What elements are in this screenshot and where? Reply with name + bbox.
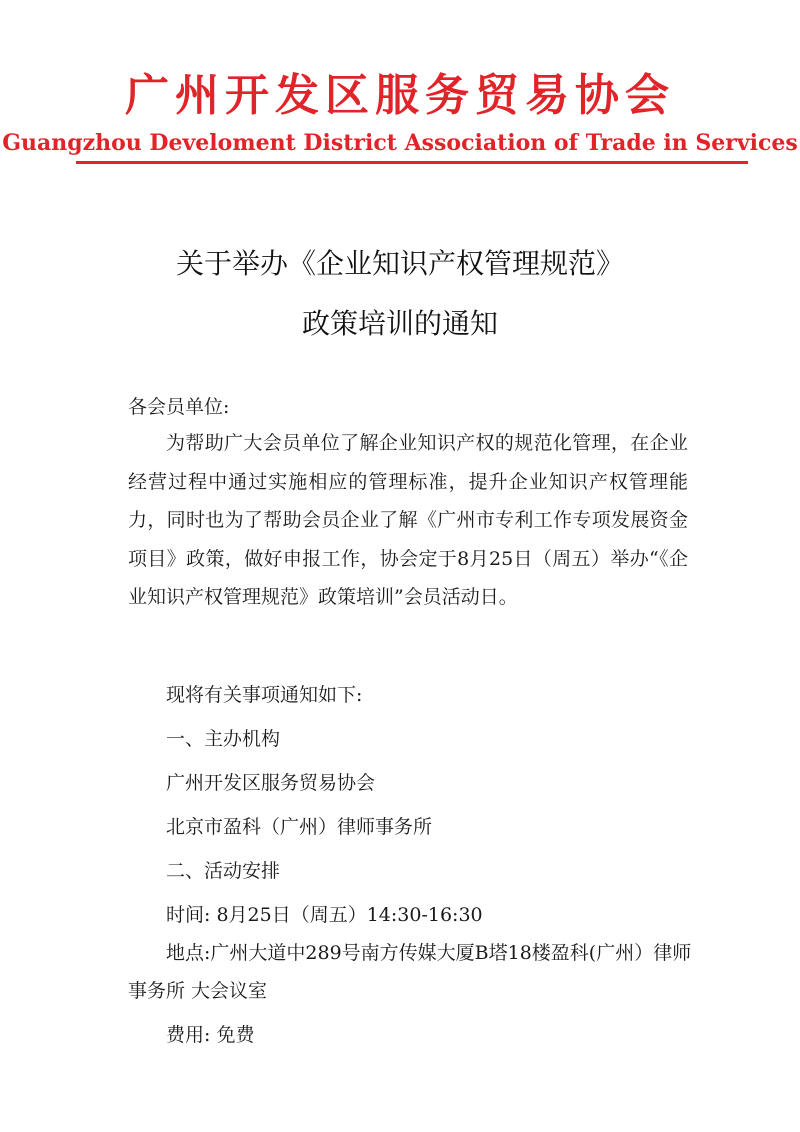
org-name-chinese: 广州开发区服务贸易协会 — [125, 70, 675, 121]
section-heading-organizers: 一、主办机构 — [166, 728, 281, 750]
notice-lead: 现将有关事项通知如下: — [166, 684, 363, 706]
org-name-english: Guangzhou Develoment District Association of Trade in Services — [2, 130, 798, 156]
letterhead-divider — [76, 161, 748, 164]
salutation: 各会员单位: — [128, 396, 230, 418]
document-title-line-2: 政策培训的通知 — [301, 307, 498, 340]
event-location: 地点:广州大道中289号南方传媒大厦B塔18楼盈科(广州）律师事务所 大会议室 — [128, 942, 692, 1002]
intro-paragraph: 为帮助广大会员单位了解企业知识产权的规范化管理，在企业经营过程中通过实施相应的管理标准，提升企业知识产权管理能力，同时也为了帮助会员企业了解《广州市专利工作专项发展资金项目》政策，做好申报工作，协会定于8月25日（周五）举办“《企业知识产权管理规范》政策培训”会员活动日。 — [128, 432, 688, 608]
event-fee: 费用: 免费 — [166, 1024, 255, 1046]
document-title-line-1: 关于举办《企业知识产权管理规范》 — [175, 247, 624, 280]
event-time: 时间: 8月25日（周五）14:30-16:30 — [166, 904, 483, 926]
organizer-item: 广州开发区服务贸易协会 — [166, 772, 376, 794]
organizer-item: 北京市盈科（广州）律师事务所 — [166, 816, 433, 838]
section-heading-schedule: 二、活动安排 — [166, 860, 281, 882]
